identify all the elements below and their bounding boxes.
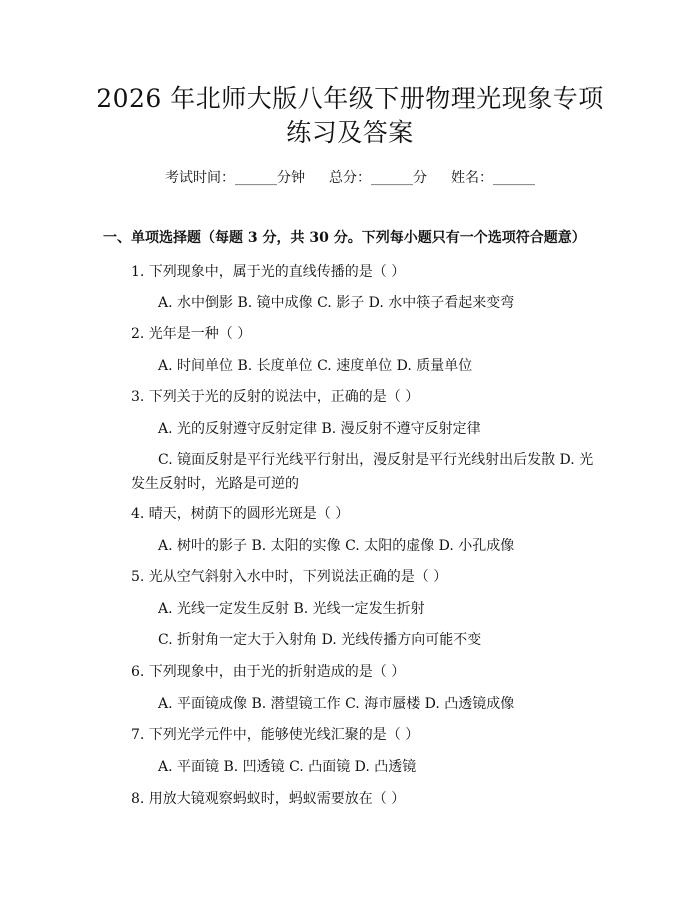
- section-heading-single-choice: 一、单项选择题（每题 3 分，共 30 分。下列每小题只有一个选项符合题意）: [103, 230, 586, 246]
- question-8-stem: 8. 用放大镜观察蚂蚁时，蚂蚁需要放在（ ）: [131, 791, 406, 807]
- question-3-stem: 3. 下列关于光的反射的说法中，正确的是（ ）: [131, 389, 420, 405]
- question-1-options: A. 水中倒影 B. 镜中成像 C. 影子 D. 水中筷子看起来变弯: [158, 295, 515, 311]
- question-7-stem: 7. 下列光学元件中，能够使光线汇聚的是（ ）: [131, 727, 420, 743]
- question-2-options: A. 时间单位 B. 长度单位 C. 速度单位 D. 质量单位: [158, 358, 473, 374]
- question-3-options-line-1: A. 光的反射遵守反射定律 B. 漫反射不遵守反射定律: [158, 421, 481, 437]
- student-name-label: 姓名：______: [451, 170, 535, 186]
- question-5-options-line-2: C. 折射角一定大于入射角 D. 光线传播方向可能不变: [158, 632, 482, 648]
- question-4-stem: 4. 晴天，树荫下的圆形光斑是（ ）: [131, 506, 350, 522]
- question-3-options-line-2: C. 镜面反射是平行光线平行射出，漫反射是平行光线射出后发散 D. 光发生反射时，光路是可逆的: [131, 452, 594, 492]
- question-6-options: A. 平面镜成像 B. 潜望镜工作 C. 海市蜃楼 D. 凸透镜成像: [158, 696, 515, 712]
- question-6-stem: 6. 下列现象中，由于光的折射造成的是（ ）: [131, 664, 406, 680]
- document-title-line-2: 练习及答案: [286, 118, 414, 147]
- question-5-stem: 5. 光从空气斜射入水中时，下列说法正确的是（ ）: [131, 569, 448, 585]
- question-4-options: A. 树叶的影子 B. 太阳的实像 C. 太阳的虚像 D. 小孔成像: [158, 538, 515, 554]
- exam-meta: [0, 168, 700, 188]
- question-2-stem: 2. 光年是一种（ ）: [131, 326, 252, 342]
- exam-time-label: 考试时间：______分钟: [165, 170, 305, 186]
- document-title-line-1: 2026 年北师大版八年级下册物理光现象专项: [96, 84, 604, 113]
- question-7-options: A. 平面镜 B. 凹透镜 C. 凸面镜 D. 凸透镜: [158, 759, 417, 775]
- total-score-label: 总分：______分: [329, 170, 427, 186]
- question-5-options-line-1: A. 光线一定发生反射 B. 光线一定发生折射: [158, 601, 425, 617]
- question-1-stem: 1. 下列现象中，属于光的直线传播的是（ ）: [131, 264, 406, 280]
